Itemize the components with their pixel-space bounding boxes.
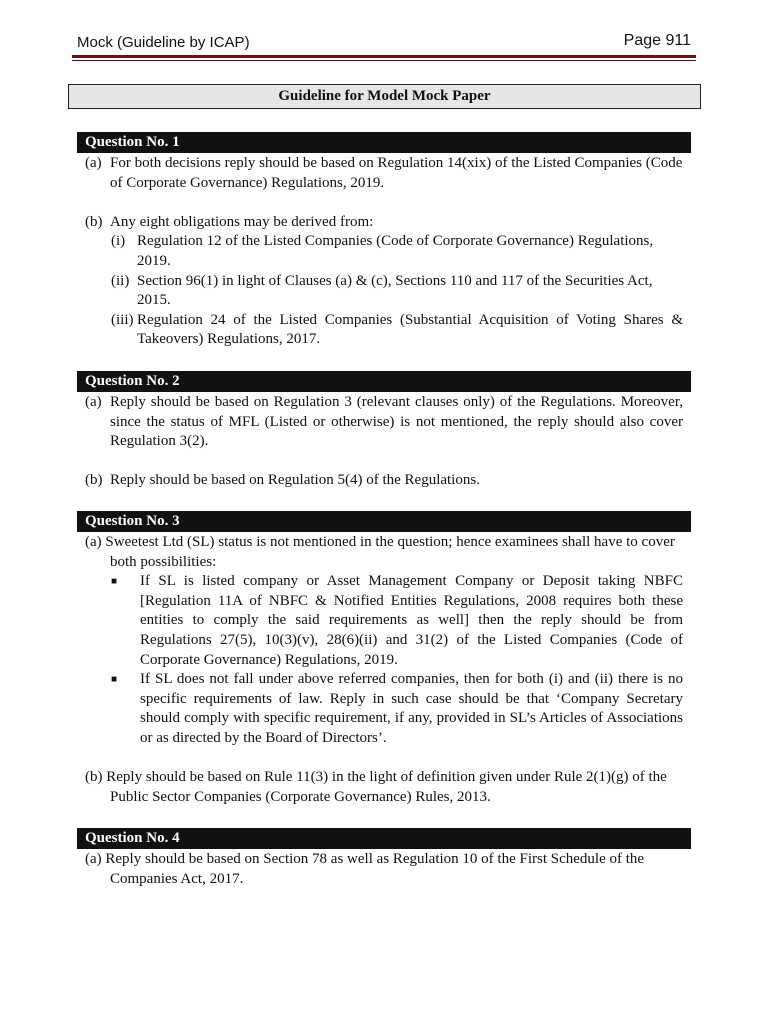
q1-b-tag: (b) — [85, 213, 103, 230]
q3-part-a: (a) Sweetest Ltd (SL) status is not mentioned in the question; hence examinees shall have to cover both possibilities: — [85, 534, 675, 570]
q2-a-text: Reply should be based on Regulation 3 (relevant clauses only) of the Regulations. Moreover, since the status of MFL (Listed or otherwise) is not mentioned, the reply should also cover Regulation 3(2). — [110, 394, 683, 450]
q1-i-tag: (i) — [111, 233, 126, 250]
question-4-heading: Question No. 4 — [77, 828, 691, 849]
header-title: Mock (Guideline by ICAP) — [77, 34, 250, 51]
header-rule-thick — [72, 55, 696, 58]
q1-a-text: For both decisions reply should be based on Regulation 14(xix) of the Listed Companies (Code of Corporate Governance) Regulations, 2019. — [110, 155, 683, 191]
q1-ii-tag: (ii) — [111, 272, 130, 289]
q1-a-tag: (a) — [85, 155, 102, 171]
q1-b-item-iii — [111, 311, 683, 350]
bullet-square-icon: ■ — [111, 576, 118, 588]
question-3-body — [85, 533, 683, 807]
bullet-square-icon: ■ — [111, 674, 118, 686]
q2-b-text: Reply should be based on Regulation 5(4) of the Regulations. — [110, 472, 480, 489]
question-2-heading: Question No. 2 — [77, 371, 691, 392]
q1-iii-tag: (iii) — [111, 311, 134, 328]
q2-b-tag: (b) — [85, 472, 103, 489]
q3-bullet-1-text: If SL is listed company or Asset Management Company or Deposit taking NBFC [Regulation 11A of NBFC & Notified Entities Regulations, 2008 requires both these entities to comply the said requirements as well] then the reply should be from Regulations 27(5), 10(3)(v), 28(6)(ii) and 31(2) of the Listed Companies (Code of Corporate Governance) Regulations, 2019. — [140, 573, 683, 668]
q1-part-a — [85, 154, 683, 193]
question-4-body — [85, 850, 683, 889]
q2-a-tag: (a) — [85, 394, 102, 410]
document-title: Guideline for Model Mock Paper — [68, 84, 701, 109]
question-2-body — [85, 393, 683, 491]
q2-part-b — [85, 471, 683, 491]
q1-ii-text: Section 96(1) in light of Clauses (a) & (c), Sections 110 and 117 of the Securities Act, 2015. — [137, 272, 653, 309]
q1-iii-text: Regulation 24 of the Listed Companies (Substantial Acquisition of Voting Shares & Takeovers) Regulations, 2017. — [137, 311, 683, 348]
q1-b-item-ii — [111, 272, 683, 311]
question-1-heading: Question No. 1 — [77, 132, 691, 153]
q3-part-b: (b) Reply should be based on Rule 11(3) in the light of definition given under Rule 2(1)(g) of the Public Sector Companies (Corporate Governance) Rules, 2013. — [85, 769, 667, 805]
q3-bullet-1 — [111, 572, 683, 670]
q3-bullet-2 — [111, 670, 683, 748]
q2-part-a — [85, 393, 683, 452]
question-3-heading: Question No. 3 — [77, 511, 691, 532]
q4-part-a: (a) Reply should be based on Section 78 as well as Regulation 10 of the First Schedule of the Companies Act, 2017. — [85, 851, 645, 887]
header-rule-thin — [72, 60, 696, 61]
q1-b-text: Any eight obligations may be derived from: — [110, 213, 374, 230]
q1-part-b — [85, 213, 683, 233]
question-1-body — [85, 154, 683, 350]
q1-i-text: Regulation 12 of the Listed Companies (Code of Corporate Governance) Regulations, 2019. — [137, 233, 654, 269]
q3-bullet-2-text: If SL does not fall under above referred companies, then for both (i) and (ii) there is no specific requirements of law. Reply in such case should be that ‘Company Secretary should comply with specific requirement, if any, provided in SL’s Articles of Associations or as directed by the Board of Directors’. — [140, 671, 683, 746]
q1-b-item-i — [111, 232, 683, 271]
page-header — [77, 30, 691, 54]
page-number: Page 911 — [623, 32, 691, 49]
